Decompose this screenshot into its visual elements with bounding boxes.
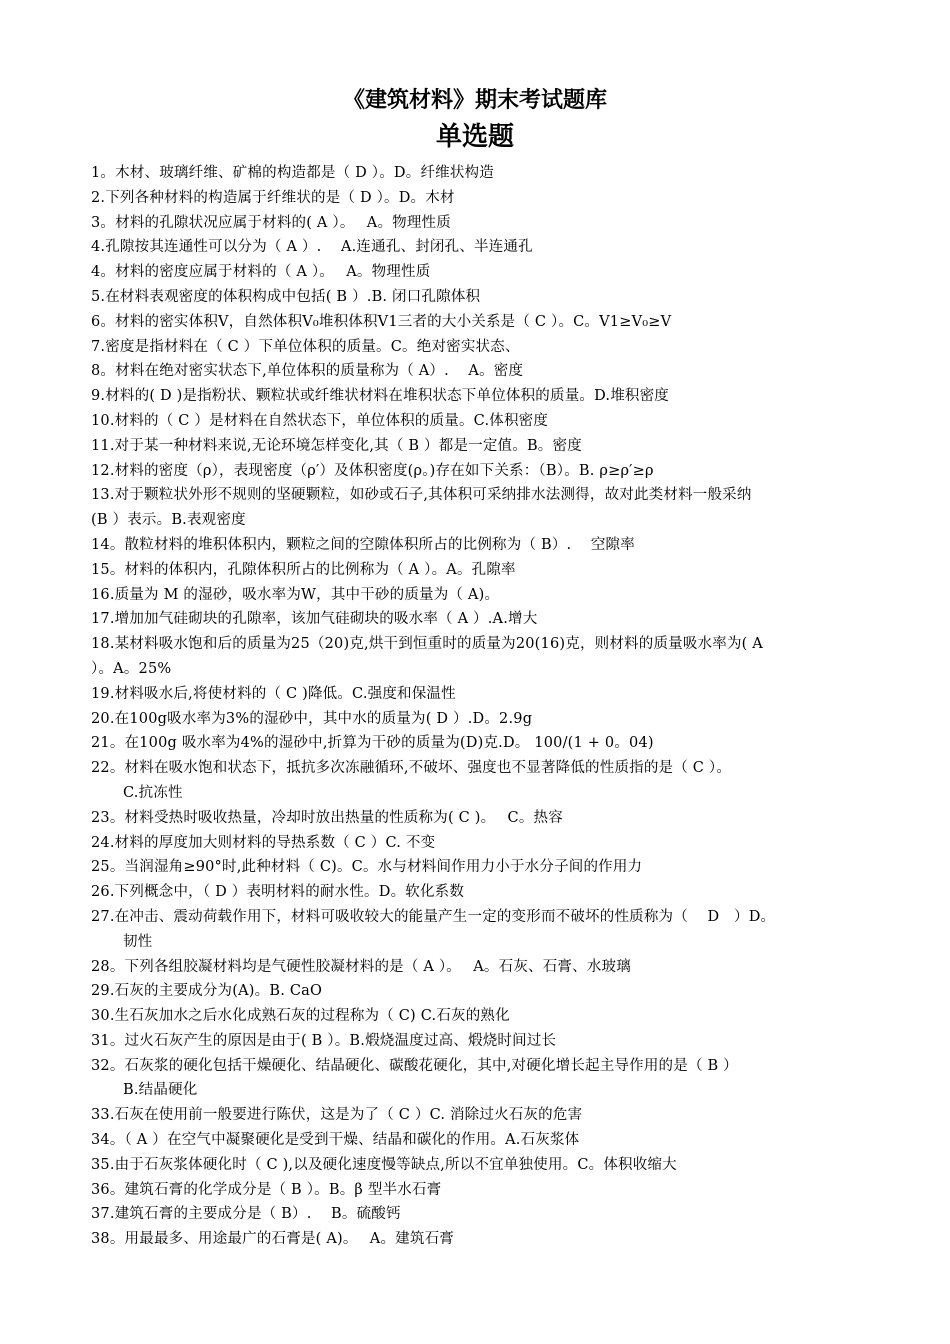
question-continuation: C.抗冻性	[123, 784, 183, 801]
question-text: 32。石灰浆的硬化包括干燥硬化、结晶硬化、碳酸花硬化，其中,对硬化增长起主导作用的是（ B ）	[91, 1057, 738, 1074]
question-item	[91, 831, 871, 856]
question-text: 8。材料在绝对密实状态下,单位体积的质量称为（ A）. A。密度	[91, 363, 524, 380]
question-item	[91, 1128, 871, 1153]
question-continuation: ）。A。25%	[91, 660, 172, 677]
question-text: 25。当润湿角≥90°时,此种材料（ C)。C。水与材料间作用力小于水分子间的作用力	[91, 859, 643, 876]
question-text: 27.在冲击、震动荷载作用下，材料可吸收较大的能量产生一定的变形而不破坏的性质称为（ D ）D。	[91, 908, 776, 925]
question-continuation: (B ）表示。B.表观密度	[91, 512, 246, 529]
question-text: 29.石灰的主要成分为(A)。B. CaO	[91, 983, 323, 1000]
question-item	[91, 186, 871, 211]
question-text: 7.密度是指材料在（ C ）下单位体积的质量。C。绝对密实状态、	[91, 338, 520, 355]
question-item	[91, 707, 871, 732]
question-text: 38。用最最多、用途最广的石膏是( A)。 A。建筑石膏	[91, 1231, 454, 1248]
question-text: 36。建筑石膏的化学成分是（ B ）。B。β 型半水石膏	[91, 1181, 442, 1198]
question-item	[91, 285, 871, 310]
question-item	[91, 1054, 871, 1104]
question-text: 34。（ A ）在空气中凝聚硬化是受到干燥、结晶和碳化的作用。A.石灰浆体	[91, 1132, 580, 1149]
question-text: 35.由于石灰浆体硬化时（ C ),以及硬化速度慢等缺点,所以不宜单独使用。C。体积收缩大	[91, 1156, 677, 1173]
section-title: 单选题	[435, 122, 514, 152]
question-item	[91, 434, 871, 459]
question-item	[91, 1202, 871, 1227]
question-item	[91, 955, 871, 980]
question-text: 18.某材料吸水饱和后的质量为25（20)克,烘干到恒重时的质量为20(16)克，则材料的质量吸水率为( A	[91, 636, 763, 653]
question-item	[91, 260, 871, 285]
question-text: 22。材料在吸水饱和状态下，抵抗多次冻融循环,不破坏、强度也不显著降低的性质指的是（ C ）。	[91, 760, 732, 777]
question-text: 26.下列概念中，（ D ）表明材料的耐水性。D。软化系数	[91, 884, 465, 901]
question-item	[91, 1004, 871, 1029]
question-item	[91, 632, 871, 682]
question-item	[91, 756, 871, 806]
question-item	[91, 161, 871, 186]
question-item	[91, 1103, 871, 1128]
question-text: 24.材料的厚度加大则材料的导热系数（ C ）C. 不变	[91, 834, 436, 851]
question-text: 6。材料的密实体积V，自然体积V₀堆积体积V1三者的大小关系是（ C ）。C。V1≥V₀≥V	[91, 313, 672, 330]
question-text: 23。材料受热时吸收热量，冷却时放出热量的性质称为( C )。 C。热容	[91, 809, 563, 826]
question-item	[91, 335, 871, 360]
question-item	[91, 855, 871, 880]
question-text: 10.材料的（ C ）是材料在自然状态下，单位体积的质量。C.体积密度	[91, 412, 549, 429]
question-item	[91, 211, 871, 236]
question-text: 4.孔隙按其连通性可以分为（ A ）. A.连通孔、封闭孔、半连通孔	[91, 239, 533, 256]
question-text: 17.增加加气硅砌块的孔隙率，该加气硅砌块的吸水率（ A ）.A.增大	[91, 611, 538, 628]
question-text: 3。材料的孔隙状况应属于材料的( A ）。 A。物理性质	[91, 214, 451, 231]
question-text: 33.石灰在使用前一般要进行陈伏，这是为了（ C ）C. 消除过火石灰的危害	[91, 1107, 583, 1124]
question-text: 13.对于颗粒状外形不规则的坚硬颗粒，如砂或石子,其体积可采纳排水法测得，故对此类材料一般采纳	[91, 487, 752, 504]
question-item	[91, 1029, 871, 1054]
document-title: 《建筑材料》期末考试题库	[342, 88, 607, 113]
question-list	[91, 161, 871, 1252]
question-text: 2.下列各种材料的构造属于纤维状的是（ D ）。D。木材	[91, 189, 455, 206]
question-item	[91, 310, 871, 335]
question-item	[91, 1227, 871, 1252]
question-item	[91, 682, 871, 707]
question-item	[91, 1153, 871, 1178]
question-text: 37.建筑石膏的主要成分是（ B）. B。硫酸钙	[91, 1206, 401, 1223]
question-item	[91, 731, 871, 756]
question-text: 28。下列各组胶凝材料均是气硬性胶凝材料的是（ A ）。 A。石灰、石膏、水玻璃	[91, 958, 631, 975]
question-item	[91, 409, 871, 434]
question-item	[91, 533, 871, 558]
question-text: 19.材料吸水后,将使材料的（ C )降低。C.强度和保温性	[91, 685, 456, 702]
question-text: 1。木材、玻璃纤维、矿棉的构造都是（ D ）。D。纤维状构造	[91, 165, 494, 181]
question-item	[91, 979, 871, 1004]
question-continuation: 韧性	[123, 933, 153, 950]
question-item	[91, 1178, 871, 1203]
question-text: 5.在材料表观密度的体积构成中包括( B ）.B. 闭口孔隙体积	[91, 288, 481, 305]
question-text: 11.对于某一种材料来说,无论环境怎样变化,其（ B ）都是一定值。B。密度	[91, 437, 582, 454]
question-text: 4。材料的密度应属于材料的（ A ）。 A。物理性质	[91, 264, 431, 281]
question-item	[91, 558, 871, 583]
question-text: 20.在100g吸水率为3%的湿砂中，其中水的质量为( D ）.D。2.9g	[91, 710, 533, 727]
question-item	[91, 583, 871, 608]
question-text: 14。散粒材料的堆积体积内，颗粒之间的空隙体积所占的比例称为（ B）. 空隙率	[91, 536, 635, 553]
question-text: 12.材料的密度（ρ），表现密度（ρ′）及体积密度(ρ。)存在如下关系：（B）。B. ρ≥ρ′≥ρ	[91, 462, 654, 479]
question-continuation: B.结晶硬化	[123, 1082, 198, 1099]
question-text: 31。过火石灰产生的原因是由于( B ）。B.煅烧温度过高、煅烧时间过长	[91, 1032, 557, 1049]
question-text: 16.质量为 M 的湿砂，吸水率为W，其中干砂的质量为（ A)。	[91, 586, 500, 603]
question-item	[91, 384, 871, 409]
question-item	[91, 459, 871, 484]
question-item	[91, 880, 871, 905]
question-text: 21。在100g 吸水率为4%的湿砂中,折算为干砂的质量为(D)克.D。 100/(1 + 0。04)	[91, 735, 654, 752]
question-text: 9.材料的( D )是指粉状、颗粒状或纤维状材料在堆积状态下单位体积的质量。D.堆积密度	[91, 388, 670, 405]
question-item	[91, 483, 871, 533]
question-text: 15。材料的体积内，孔隙体积所占的比例称为（ A ）。A。孔隙率	[91, 561, 516, 578]
question-item	[91, 607, 871, 632]
question-text: 30.生石灰加水之后水化成熟石灰的过程称为（ C) C.石灰的熟化	[91, 1008, 510, 1025]
question-item	[91, 235, 871, 260]
question-item	[91, 359, 871, 384]
question-item	[91, 905, 871, 955]
question-item	[91, 806, 871, 831]
